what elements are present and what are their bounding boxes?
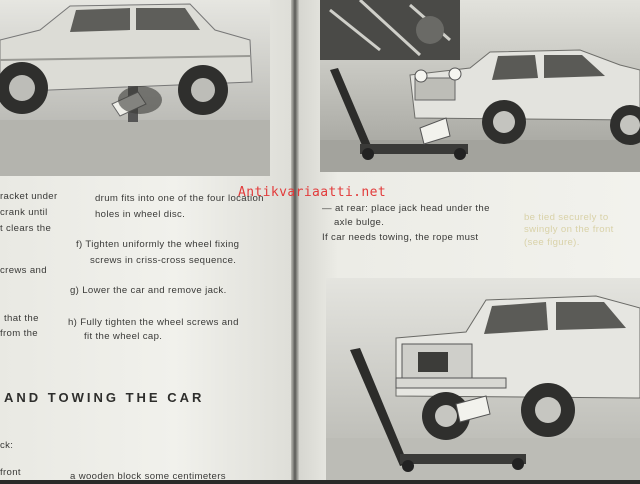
photo-car-on-jack-rear bbox=[326, 278, 640, 480]
left-col1-line-6: from the bbox=[0, 328, 38, 339]
left-col1-line-2: crank until bbox=[0, 207, 48, 218]
left-col1-line-1: racket under bbox=[0, 191, 58, 202]
photo-car-on-jack-side bbox=[0, 0, 270, 176]
left-col2-line-7: fit the wheel cap. bbox=[84, 331, 163, 342]
right-col2-line-3: (see figure). bbox=[524, 236, 580, 248]
right-col1-line-3: If car needs towing, the rope must bbox=[322, 232, 479, 243]
left-col2-line-5: g) Lower the car and remove jack. bbox=[70, 285, 227, 296]
left-col1-line-5: that the bbox=[4, 313, 39, 324]
section-heading: AND TOWING THE CAR bbox=[4, 390, 205, 405]
right-col1-line-2: axle bulge. bbox=[334, 217, 385, 228]
photo-car-on-jack-front bbox=[320, 0, 640, 172]
left-col2-line-6: h) Fully tighten the wheel screws and bbox=[68, 317, 239, 328]
book-gutter bbox=[291, 0, 299, 480]
left-col2-line-8: a wooden block some centimeters bbox=[70, 471, 226, 482]
right-col2-line-2: swingly on the front bbox=[524, 223, 614, 235]
left-col1-line-8: front bbox=[0, 467, 21, 478]
right-col2-line-1: be tied securely to bbox=[524, 211, 609, 223]
left-col1-line-4: crews and bbox=[0, 265, 47, 276]
right-col1-line-1: — at rear: place jack head under the bbox=[322, 203, 490, 214]
left-col1-line-3: t clears the bbox=[0, 223, 52, 234]
left-col1-line-7: ck: bbox=[0, 440, 14, 451]
left-col2-line-3: f) Tighten uniformly the wheel fixing bbox=[76, 239, 240, 250]
left-col2-line-1: drum fits into one of the four location bbox=[95, 193, 264, 204]
antikvariaatti-watermark: Antikvariaatti.net bbox=[238, 185, 387, 200]
left-col2-line-2: holes in wheel disc. bbox=[95, 209, 186, 220]
left-col2-line-4: screws in criss-cross sequence. bbox=[90, 255, 237, 266]
